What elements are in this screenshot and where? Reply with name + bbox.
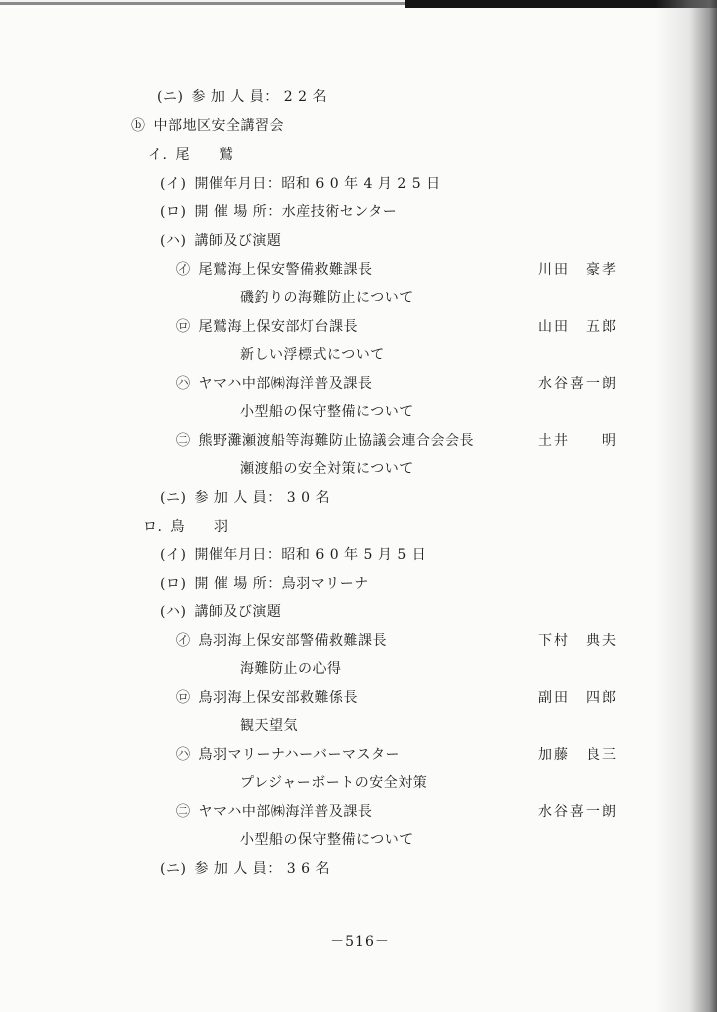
lecturers-heading [160,231,281,251]
lecturer-name: 加藤 良三 [538,747,618,763]
line-text: 中部地区安全講習会 [153,118,284,134]
lecture-topic [240,773,427,793]
line-text: 講師及び演題 [194,233,282,249]
lecture-topic [240,659,342,679]
lecturer-name: 副田 四郎 [538,690,618,706]
location-line [160,574,369,594]
venue-heading [143,517,228,537]
item-marker: (ハ) [160,604,187,620]
line-text: 磯釣りの海難防止について [240,290,414,306]
item-marker: ㋩ [176,747,191,763]
line-text: プレジャーボートの安全対策 [240,775,428,791]
page-binding-shadow [655,0,717,1012]
date-line [160,545,426,565]
lecturer-name: 土井 明 [538,433,618,449]
lecturer-name: 山田 五郎 [538,319,618,335]
item-marker: (イ) [160,547,187,563]
lecturer-title [176,431,474,451]
line-text: 尾鷲海上保安部灯台課長 [198,319,358,335]
venue-heading [148,145,233,165]
lecturers-heading [160,602,281,622]
item-marker: ㋺ [176,319,191,335]
lecturer-name: 川田 豪孝 [538,262,618,278]
lecture-topic [240,345,385,365]
line-text: 小型船の保守整備について [240,404,414,420]
line-text: 鳥羽海上保安部警備救難課長 [198,633,387,649]
item-marker: ㊁ [176,804,191,820]
line-text: 観天望気 [240,718,298,734]
lecturer-title [176,260,373,280]
item-marker: (ロ) [160,576,187,592]
lecturer-title [176,688,358,708]
lecture-topic [240,459,414,479]
item-marker: ㋩ [176,376,191,392]
lecturer-title [176,745,400,765]
line-text: 講師及び演題 [194,604,282,620]
line-text: ヤマハ中部㈱海洋普及課長 [198,376,373,392]
line-text: 鳥 羽 [170,519,229,535]
line-text: 参 加 人 員： 3 0 名 [194,490,330,506]
line-text: 海難防止の心得 [240,661,342,677]
lecturer-title [176,317,358,337]
participants-line [157,87,327,107]
item-marker: イ. [148,147,168,163]
line-text: 新しい浮標式について [240,347,385,363]
item-marker: (イ) [160,176,187,192]
line-text: 開催年月日：昭和 6 0 年 4 月 2 5 日 [194,176,441,192]
item-marker: ㊁ [176,433,191,449]
lecture-topic [240,402,414,422]
item-marker: (ニ) [160,490,187,506]
line-text: 小型船の保守整備について [240,832,414,848]
line-text: ヤマハ中部㈱海洋普及課長 [198,804,373,820]
lecturer-name: 水谷喜一朗 [538,376,618,392]
lecturer-title [176,631,387,651]
line-text: 鳥羽マリーナハーバーマスター [198,747,400,763]
line-text: 開催年月日：昭和 6 0 年 5 月 5 日 [194,547,427,563]
line-text: 瀬渡船の安全対策について [240,461,414,477]
item-marker: (ニ) [160,861,187,877]
line-text: 熊野灘瀬渡船等海難防止協議会連合会会長 [198,433,474,449]
lecturer-name: 下村 典夫 [538,633,618,649]
lecturer-name: 水谷喜一朗 [538,804,618,820]
participants-line [160,859,330,879]
line-text: 尾 鷲 [175,147,234,163]
item-marker: (ロ) [160,204,187,220]
item-marker: ⓑ [131,118,146,134]
lecture-topic [240,830,414,850]
item-marker: ㋺ [176,690,191,706]
participants-line [160,488,330,508]
item-marker: ㋑ [176,633,191,649]
location-line [160,202,397,222]
top-edge-line [0,2,405,5]
line-text: 開 催 場 所：水産技術センター [194,204,398,220]
line-text: 参 加 人 員： 2 2 名 [191,89,327,105]
line-text: 開 催 場 所：鳥羽マリーナ [194,576,369,592]
item-marker: ロ. [143,519,163,535]
line-text: 尾鷲海上保安警備救難課長 [198,262,373,278]
page-number: －516－ [330,934,390,950]
line-text: 鳥羽海上保安部救難係長 [198,690,358,706]
item-marker: (ハ) [160,233,187,249]
lecturer-title [176,802,372,822]
date-line [160,174,441,194]
section-heading [131,116,284,136]
lecturer-title [176,374,372,394]
item-marker: (ニ) [157,89,184,105]
line-text: 参 加 人 員： 3 6 名 [194,861,330,877]
lecture-topic [240,716,298,736]
item-marker: ㋑ [176,262,191,278]
lecture-topic [240,288,414,308]
